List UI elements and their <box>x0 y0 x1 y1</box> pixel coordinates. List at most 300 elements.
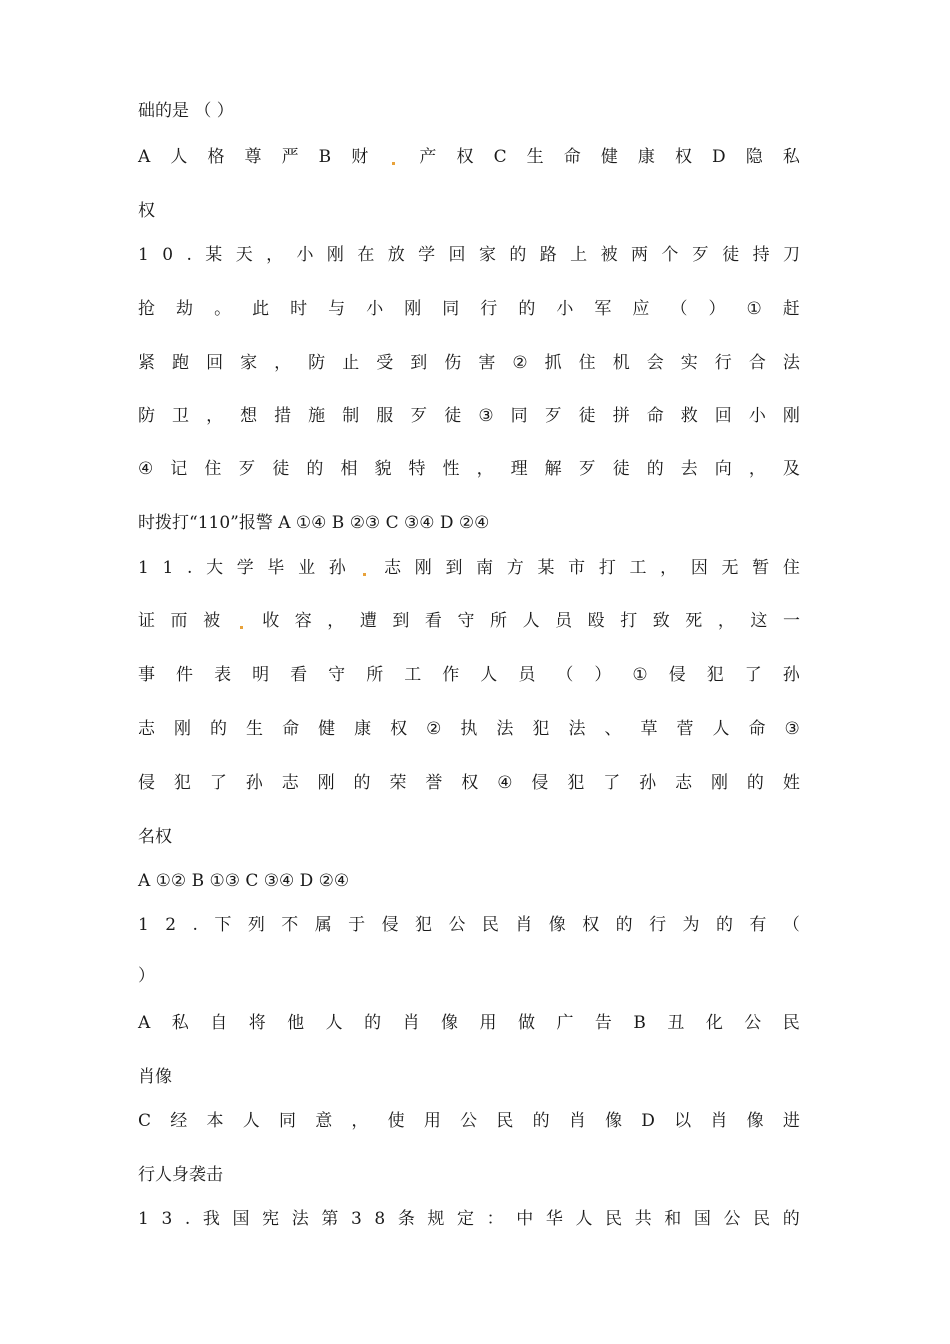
text-char: . <box>186 245 192 265</box>
text-char: 表 <box>214 665 232 685</box>
text-char: 行 <box>714 353 732 373</box>
text-char: 格 <box>207 147 225 167</box>
text-char: 。 <box>214 299 232 319</box>
text-char: 侵 <box>531 773 549 793</box>
text-char: 方 <box>506 558 524 578</box>
text-char: 权 <box>456 147 474 167</box>
text-char: 工 <box>404 665 422 685</box>
text-char: 了 <box>744 665 762 685</box>
text-char: 市 <box>568 558 586 578</box>
text-char: 学 <box>236 558 254 578</box>
text-char: 看 <box>290 665 308 685</box>
text-char: 应 <box>632 299 650 319</box>
text-char: 孙 <box>639 773 657 793</box>
text-char: 的 <box>715 915 733 935</box>
text-char: 孙 <box>782 665 800 685</box>
text-line: 名权 <box>138 827 172 847</box>
text-char: 学 <box>418 245 436 265</box>
text-char: 此 <box>252 299 270 319</box>
text-char: 法 <box>568 719 586 739</box>
text-char: 刚 <box>174 719 192 739</box>
text-char: 某 <box>205 245 223 265</box>
text-char: 徒 <box>578 406 596 426</box>
text-char: 侵 <box>138 773 155 793</box>
text-char: 放 <box>387 245 405 265</box>
text-char: 生 <box>246 719 264 739</box>
text-char: 民 <box>496 1111 514 1131</box>
highlight-marker <box>240 626 243 629</box>
text-char: 规 <box>427 1209 445 1229</box>
text-char: 1 <box>138 1209 149 1229</box>
text-char: 件 <box>176 665 194 685</box>
text-char: 命 <box>563 147 581 167</box>
text-char: B <box>318 147 332 167</box>
text-char: 产 <box>419 147 437 167</box>
text-char: 条 <box>397 1209 415 1229</box>
text-char: 广 <box>556 1013 574 1033</box>
text-char: 证 <box>138 611 155 631</box>
text-char: 私 <box>782 147 800 167</box>
text-char: 将 <box>248 1013 266 1033</box>
text-char: 的 <box>509 245 527 265</box>
text-char: 尊 <box>244 147 262 167</box>
text-char: （ <box>782 915 800 935</box>
text-char: 1 <box>138 245 149 265</box>
text-char: 公 <box>723 1209 741 1229</box>
text-char: 人 <box>170 147 188 167</box>
text-char: ② <box>512 353 528 373</box>
text-char: ② <box>426 719 442 739</box>
text-char: 的 <box>532 1111 550 1131</box>
text-char: 权 <box>674 147 692 167</box>
text-line <box>138 144 800 170</box>
text-char: 和 <box>664 1209 682 1229</box>
text-char: 孙 <box>245 773 263 793</box>
text-char: 同 <box>510 406 528 426</box>
text-char: . <box>184 1209 191 1229</box>
text-char: ④ <box>138 459 154 479</box>
text-char: 犯 <box>706 665 724 685</box>
text-char: 国 <box>693 1209 711 1229</box>
text-char: ， <box>266 245 284 265</box>
text-char: 制 <box>342 406 360 426</box>
text-char: 的 <box>615 915 633 935</box>
text-char: 下 <box>214 915 232 935</box>
text-char: ） <box>594 665 612 685</box>
text-char: 所 <box>490 611 508 631</box>
text-char: 天 <box>235 245 253 265</box>
text-char: 肖 <box>568 1111 586 1131</box>
text-char: 1 <box>162 558 174 578</box>
text-char: . <box>192 915 198 935</box>
text-line <box>138 242 800 268</box>
text-char: 施 <box>308 406 326 426</box>
text-char: 同 <box>278 1111 296 1131</box>
text-char: 意 <box>315 1111 333 1131</box>
text-char: 徒 <box>722 245 740 265</box>
text-char: 机 <box>612 353 630 373</box>
text-char: 住 <box>782 558 800 578</box>
highlight-marker <box>392 162 395 165</box>
text-char: 相 <box>340 459 358 479</box>
text-char: 志 <box>138 719 155 739</box>
text-char: 歹 <box>691 245 709 265</box>
text-char: 歹 <box>544 406 562 426</box>
text-char: 了 <box>603 773 621 793</box>
text-char: 草 <box>640 719 658 739</box>
text-char: 丑 <box>667 1013 685 1033</box>
text-char: 回 <box>714 406 732 426</box>
text-char: 同 <box>442 299 460 319</box>
text-char: 卫 <box>172 406 190 426</box>
text-char: 而 <box>170 611 188 631</box>
text-char: 第 <box>321 1209 339 1229</box>
text-char: 服 <box>376 406 394 426</box>
text-char: 抢 <box>138 299 155 319</box>
text-char: 貌 <box>374 459 392 479</box>
text-char: 军 <box>594 299 612 319</box>
text-char: 个 <box>661 245 679 265</box>
text-char: 守 <box>328 665 346 685</box>
text-char: 誉 <box>425 773 443 793</box>
text-char: 财 <box>351 147 369 167</box>
highlight-marker <box>363 573 366 576</box>
text-char: 执 <box>460 719 478 739</box>
text-char: 进 <box>782 1111 800 1131</box>
text-char: A <box>138 1013 151 1033</box>
text-char: 及 <box>782 459 800 479</box>
text-char: 事 <box>138 665 155 685</box>
text-char: 一 <box>782 611 800 631</box>
text-line: 肖像 <box>138 1067 172 1087</box>
text-char: 肖 <box>515 915 533 935</box>
text-char: 像 <box>746 1111 764 1131</box>
text-char: ： <box>486 1209 504 1229</box>
text-char: 民 <box>782 1013 800 1033</box>
text-char: 命 <box>646 406 664 426</box>
text-char: 人 <box>575 1209 593 1229</box>
text-char: 化 <box>705 1013 723 1033</box>
text-char: 的 <box>746 773 764 793</box>
text-char: 无 <box>721 558 739 578</box>
text-char: 殴 <box>587 611 605 631</box>
text-char: 列 <box>247 915 265 935</box>
text-char: 法 <box>291 1209 309 1229</box>
text-char: 在 <box>357 245 375 265</box>
text-char: 小 <box>296 245 314 265</box>
text-char: 抓 <box>544 353 562 373</box>
text-char: 像 <box>548 915 566 935</box>
text-char: B <box>633 1013 646 1033</box>
text-char: 的 <box>782 1209 800 1229</box>
text-char: 打 <box>598 558 616 578</box>
text-char: 民 <box>605 1209 623 1229</box>
text-line <box>138 296 800 322</box>
text-char: D <box>712 147 726 167</box>
text-char: 与 <box>328 299 346 319</box>
text-char: D <box>641 1111 655 1131</box>
text-char: ④ <box>497 773 513 793</box>
text-char: 的 <box>518 299 536 319</box>
text-char: 到 <box>410 353 428 373</box>
text-char: 小 <box>366 299 384 319</box>
text-char: 住 <box>578 353 596 373</box>
text-char: 小 <box>748 406 766 426</box>
text-char: C <box>138 1111 152 1131</box>
text-char: 健 <box>600 147 618 167</box>
text-char: 被 <box>203 611 221 631</box>
text-char: 歹 <box>410 406 428 426</box>
text-char: 特 <box>408 459 426 479</box>
text-char: 想 <box>240 406 258 426</box>
text-char: 权 <box>461 773 479 793</box>
text-line <box>138 912 800 938</box>
text-char: 明 <box>252 665 270 685</box>
text-char: 实 <box>680 353 698 373</box>
text-char: 犯 <box>173 773 191 793</box>
text-char: ， <box>660 558 678 578</box>
text-char: 1 <box>138 915 149 935</box>
text-line <box>138 1108 800 1134</box>
text-char: 权 <box>582 915 600 935</box>
text-char: 歹 <box>238 459 256 479</box>
text-char: 志 <box>384 558 402 578</box>
text-char: 歹 <box>578 459 596 479</box>
text-char: 使 <box>387 1111 405 1131</box>
text-char: 0 <box>162 245 174 265</box>
text-char: 的 <box>364 1013 382 1033</box>
text-char: 公 <box>460 1111 478 1131</box>
text-char: 守 <box>457 611 475 631</box>
text-char: 去 <box>680 459 698 479</box>
text-char: 记 <box>170 459 188 479</box>
text-char: 康 <box>354 719 372 739</box>
text-char: 行 <box>480 299 498 319</box>
text-char: 3 <box>350 1209 362 1229</box>
text-char: 路 <box>539 245 557 265</box>
text-char: 刚 <box>317 773 335 793</box>
text-char: ） <box>708 299 726 319</box>
text-line <box>138 456 800 482</box>
text-char: 刚 <box>711 773 728 793</box>
text-char: 华 <box>545 1209 563 1229</box>
text-char: 暂 <box>752 558 770 578</box>
text-char: ， <box>476 459 494 479</box>
text-char: 的 <box>210 719 228 739</box>
text-line <box>138 555 800 581</box>
text-char: 作 <box>442 665 460 685</box>
text-char: 我 <box>202 1209 220 1229</box>
text-char: 本 <box>206 1111 224 1131</box>
text-char: 于 <box>348 915 366 935</box>
text-char: ， <box>717 611 735 631</box>
text-char: 公 <box>744 1013 762 1033</box>
text-char: 他 <box>287 1013 305 1033</box>
text-char: 毕 <box>267 558 285 578</box>
text-char: 行 <box>649 915 667 935</box>
text-char: 了 <box>209 773 227 793</box>
text-char: 人 <box>325 1013 343 1033</box>
text-char: . <box>187 558 193 578</box>
text-line: ） <box>138 966 155 986</box>
text-char: 志 <box>281 773 299 793</box>
text-char: 公 <box>448 915 466 935</box>
text-char: 侵 <box>381 915 399 935</box>
text-char: 民 <box>481 915 499 935</box>
text-char: 做 <box>517 1013 535 1033</box>
text-char: 员 <box>518 665 536 685</box>
text-char: 南 <box>476 558 494 578</box>
text-char: 人 <box>242 1111 260 1131</box>
text-char: 上 <box>570 245 588 265</box>
text-char: 看 <box>424 611 442 631</box>
text-char: ， <box>274 353 292 373</box>
text-char: 肖 <box>710 1111 728 1131</box>
text-char: 收 <box>262 611 280 631</box>
text-char: 1 <box>138 558 149 578</box>
text-char: 到 <box>392 611 410 631</box>
text-char: 持 <box>752 245 770 265</box>
text-char: 肖 <box>402 1013 420 1033</box>
text-line <box>138 770 800 796</box>
text-char: C <box>493 147 507 167</box>
text-char: 犯 <box>567 773 585 793</box>
text-char: 生 <box>526 147 544 167</box>
text-char: 国 <box>232 1209 250 1229</box>
text-char: 徒 <box>612 459 630 479</box>
text-char: 受 <box>376 353 394 373</box>
text-char: 到 <box>445 558 463 578</box>
text-char: 会 <box>646 353 664 373</box>
text-char: 菅 <box>676 719 694 739</box>
text-char: 劫 <box>176 299 194 319</box>
text-char: ， <box>351 1111 369 1131</box>
text-char: 以 <box>674 1111 692 1131</box>
text-char: ① <box>632 665 648 685</box>
text-char: 家 <box>478 245 496 265</box>
text-char: ， <box>327 611 345 631</box>
text-line <box>138 1206 800 1232</box>
text-char: ① <box>746 299 762 319</box>
text-char: A <box>138 147 151 167</box>
text-line <box>138 350 800 376</box>
text-char: 害 <box>478 353 496 373</box>
text-char: 人 <box>522 611 540 631</box>
text-char: 2 <box>165 915 177 935</box>
text-char: ， <box>206 406 224 426</box>
text-char: 有 <box>749 915 767 935</box>
text-char: 的 <box>306 459 324 479</box>
text-char: 共 <box>634 1209 652 1229</box>
text-char: 3 <box>161 1209 173 1229</box>
text-char: 的 <box>646 459 664 479</box>
text-char: 拼 <box>612 406 630 426</box>
text-char: 像 <box>605 1111 623 1131</box>
text-char: 命 <box>748 719 766 739</box>
text-char: 刚 <box>414 558 432 578</box>
text-char: 向 <box>714 459 732 479</box>
text-char: 小 <box>556 299 574 319</box>
text-char: 回 <box>206 353 224 373</box>
text-char: 打 <box>620 611 638 631</box>
text-char: 救 <box>680 406 698 426</box>
text-char: 用 <box>423 1111 441 1131</box>
text-line <box>138 716 800 742</box>
text-line: 权 <box>138 201 155 221</box>
text-char: 8 <box>374 1209 386 1229</box>
text-char: ， <box>748 459 766 479</box>
text-char: 法 <box>782 353 800 373</box>
text-char: 因 <box>690 558 708 578</box>
text-char: 大 <box>206 558 224 578</box>
text-char: 回 <box>448 245 466 265</box>
text-char: 志 <box>675 773 693 793</box>
text-char: 经 <box>170 1111 188 1131</box>
text-char: 、 <box>604 719 622 739</box>
text-char: 刀 <box>783 245 800 265</box>
text-char: 自 <box>210 1013 228 1033</box>
text-line <box>138 608 800 634</box>
text-char: 隐 <box>745 147 763 167</box>
text-char: 理 <box>510 459 528 479</box>
text-char: 措 <box>274 406 292 426</box>
text-char: 性 <box>442 459 460 479</box>
text-char: 死 <box>685 611 703 631</box>
text-char: 刚 <box>782 406 800 426</box>
text-char: 私 <box>171 1013 189 1033</box>
text-char: 这 <box>750 611 768 631</box>
text-line: A ①② B ①③ C ③④ D ②④ <box>138 871 350 891</box>
text-char: 赶 <box>782 299 800 319</box>
text-char: 致 <box>652 611 670 631</box>
text-char: 工 <box>629 558 647 578</box>
text-char: 容 <box>294 611 312 631</box>
text-char: 某 <box>537 558 555 578</box>
text-char: 严 <box>281 147 299 167</box>
text-char: 防 <box>138 406 155 426</box>
text-char: 像 <box>441 1013 459 1033</box>
text-char: 民 <box>753 1209 771 1229</box>
text-char: 法 <box>496 719 514 739</box>
text-line: 行人身袭击 <box>138 1165 223 1185</box>
text-char: 住 <box>204 459 222 479</box>
text-char: 孙 <box>328 558 346 578</box>
text-char: 跑 <box>172 353 190 373</box>
text-char: 不 <box>281 915 299 935</box>
text-char: 权 <box>390 719 408 739</box>
text-char: （ <box>670 299 688 319</box>
text-char: 为 <box>682 915 700 935</box>
text-char: 紧 <box>138 353 155 373</box>
text-line: 础的是 （ ） <box>138 101 234 121</box>
text-char: 家 <box>240 353 258 373</box>
text-line <box>138 403 800 429</box>
text-char: 遭 <box>359 611 377 631</box>
text-char: 止 <box>342 353 360 373</box>
text-char: 徒 <box>444 406 462 426</box>
text-char: 所 <box>366 665 384 685</box>
text-char: 员 <box>555 611 573 631</box>
text-char: 刚 <box>404 299 422 319</box>
text-char: ③ <box>784 719 800 739</box>
text-char: 两 <box>630 245 648 265</box>
text-line <box>138 662 800 688</box>
text-char: 人 <box>712 719 730 739</box>
text-char: 徒 <box>272 459 290 479</box>
text-char: 中 <box>516 1209 534 1229</box>
text-char: 解 <box>544 459 562 479</box>
text-line <box>138 1010 800 1036</box>
